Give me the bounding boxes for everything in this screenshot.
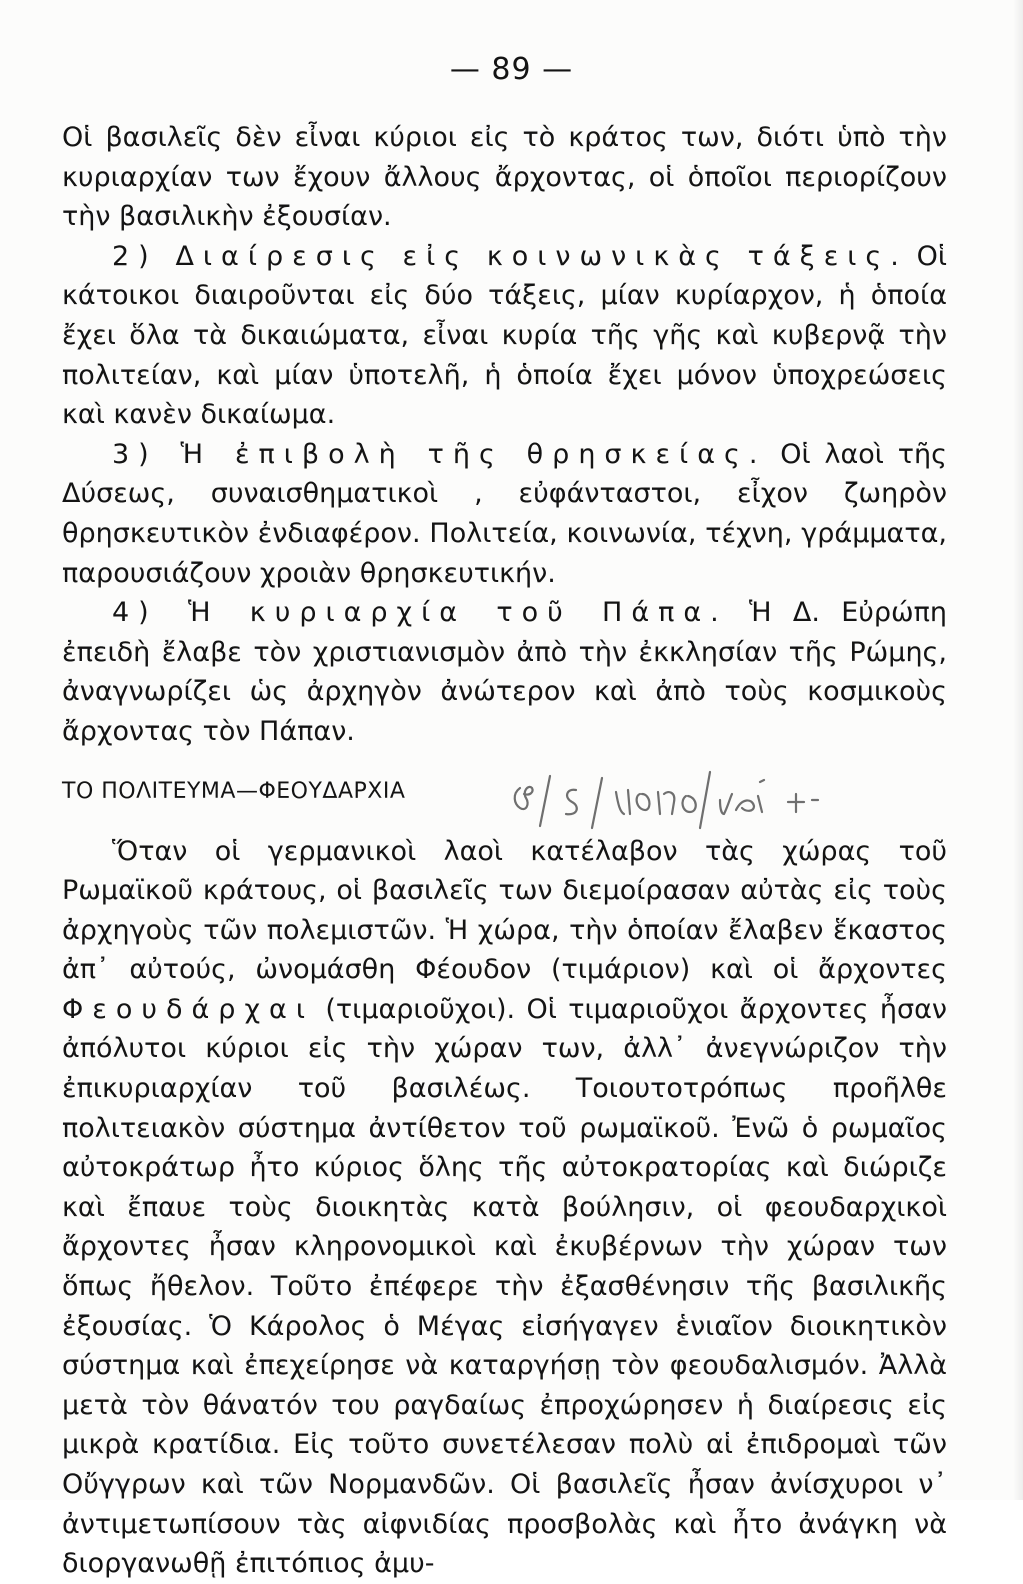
paragraph-papal-rule [62,593,947,751]
point-heading-papal-rule: 4) Ἡ κυριαρχία τοῦ Πάπα. [112,597,728,629]
paragraph-feudalism [62,832,947,1584]
point-heading-religion: 3) Ἡ ἐπιβολὴ τῆς θρησκείας. [112,438,767,470]
handwritten-annotation [506,770,926,830]
point-heading-social-classes: 2) Διαίρεσις εἰς κοινωνικὰς τάξεις. [112,240,908,272]
paragraph-social-classes [62,237,947,435]
paragraph-social-classes-body: Οἱ κάτοικοι διαιροῦνται εἰς δύο τάξεις, μίαν κυρίαρχον, ἡ ὁποία ἔχει ὅλα τὰ δικαιώματα, εἶναι κυρία τῆς γῆς καὶ κυβερνᾷ τὴν πολιτείαν, καὶ μίαν ὑποτελῆ, ἡ ὁποία ἔχει μόνον ὑποχρεώσεις καὶ κανὲν δικαίωμα. [62,240,947,431]
page-body-text [62,118,947,1584]
paragraph-religion [62,435,947,593]
page-number: — 89 — [449,52,574,87]
paragraph-religion-body: Οἱ λαοὶ τῆς Δύσεως, συναισθηματικοὶ , εὐφάνταστοι, εἶχον ζωηρὸν θρησκευτικὸν ἐνδιαφέρον. Πολιτεία, κοινωνία, τέχνη, γράμματα, παρουσιάζουν χροιὰν θρησκευτικήν. [62,438,947,589]
paragraph-royal-power: Οἱ βασιλεῖς δὲν εἶναι κύριοι εἰς τὸ κράτος των, διότι ὑπὸ τὴν κυριαρχίαν των ἔχουν ἄλλους ἄρχοντας, οἱ ὁποῖοι περιορίζουν τὴν βασιλικὴν ἐξουσίαν. [62,122,947,233]
page-edge-shadow [1013,0,1023,1500]
paragraph-feudalism-part2: (τιμαριοῦχοι). Οἱ τιμαριοῦχοι ἄρχοντες ἦσαν ἀπόλυτοι κύριοι εἰς τὴν χώραν των, ἀλλ᾿ ἀνεγνώριζον τὴν ἐπικυριαρχίαν τοῦ βασιλέως. Τοιουτοτρόπως προῆλθε πολιτειακὸν σύστημα ἀντίθετον τοῦ ρωμαϊκοῦ. Ἐνῶ ὁ ρωμαῖος αὐτοκράτωρ ἦτο κύριος ὅλης τῆς αὐτοκρατορίας καὶ διώριζε καὶ ἔπαυε τοὺς διοικητὰς κατὰ βούλησιν, οἱ φεουδαρχικοὶ ἄρχοντες ἦσαν κληρονομικοὶ καὶ ἐκυβέρνων τὴν χώραν των ὅπως ἤθελον. Τοῦτο ἐπέφερε τὴν ἐξασθένησιν τῆς βασιλικῆς ἐξουσίας. Ὁ Κάρολος ὁ Μέγας εἰσήγαγεν ἑνιαῖον διοικητικὸν σύστημα καὶ ἐπεχείρησε νὰ καταργήσῃ τὸν φεουδαλισμόν. Ἀλλὰ μετὰ τὸν θάνατόν του ραγδαίως ἐπροχώρησεν ἡ διαίρεσις εἰς μικρὰ κρατίδια. Εἰς τοῦτο συνετέλεσαν πολὺ αἱ ἐπιδρομαὶ τῶν Οὔγγρων καὶ τῶν Νορμανδῶν. Οἱ βασιλεῖς ἦσαν ἀνίσχυροι ν᾿ ἀντιμετωπίσουν τὰς αἰφνιδίας προσβολὰς καὶ ἦτο ἀνάγκη νὰ διοργανωθῇ ἐπιτόπιος ἀμυ- [62,993,948,1580]
section-heading-title: ΤΟ ΠΟΛΙΤΕΥΜΑ—ΦΕΟΥΔΑΡΧΙΑ [62,778,406,804]
term-feudal-lords: Φεουδάρχαι [62,993,314,1025]
section-heading [62,770,947,814]
paragraph-papal-rule-body: Ἡ Δ. Εὐρώπη ἐπειδὴ ἔλαβε τὸν χριστιανισμὸν ἀπὸ τὴν ἐκκλησίαν τῆς Ρώμης, ἀναγνωρίζει ὡς ἀρχηγὸν ἀνώτερον καὶ ἀπὸ τοὺς κοσμικοὺς ἄρχοντας τὸν Πάπαν. [62,597,947,747]
paragraph-feudalism-part1: Ὅταν οἱ γερμανικοὶ λαοὶ κατέλαβον τὰς χώρας τοῦ Ρωμαϊκοῦ κράτους, οἱ βασιλεῖς των διεμοίρασαν αὐτὰς εἰς τοὺς ἀρχηγοὺς τῶν πολεμιστῶν. Ἡ χώρα, τὴν ὁποίαν ἔλαβεν ἕκαστος ἀπ᾿ αὐτούς, ὠνομάσθη Φέουδον (τιμάριον) καὶ οἱ ἄρχοντες [62,835,947,986]
handwritten-annotation-drawing [506,770,926,830]
